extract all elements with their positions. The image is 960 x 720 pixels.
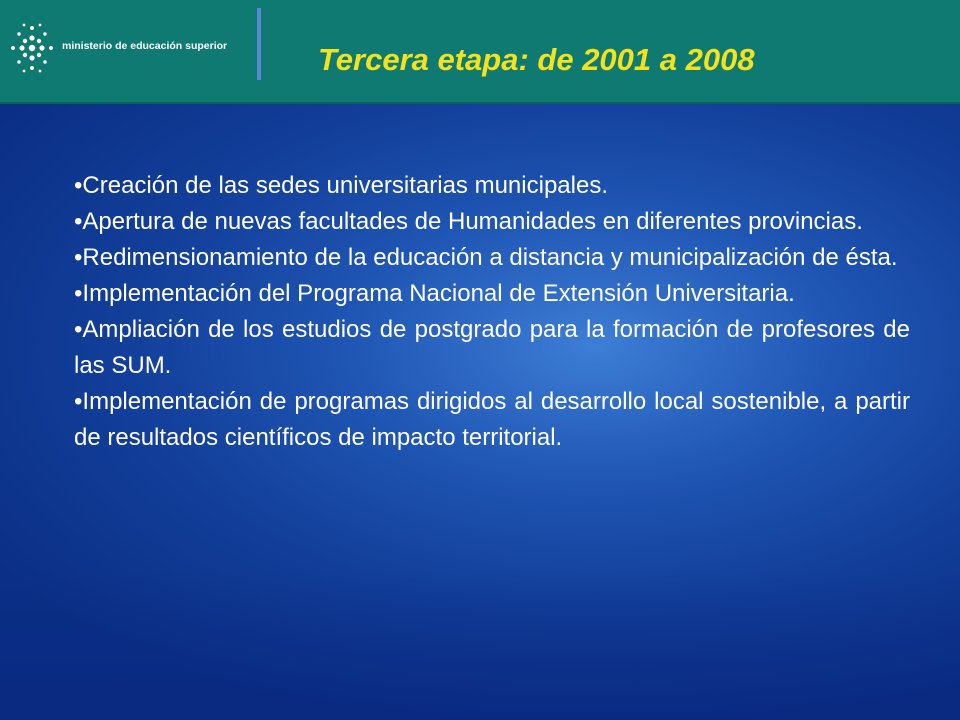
- ministry-logo: [10, 20, 250, 76]
- list-item: •Implementación de programas dirigidos al desarrollo local sostenible, a partir de resultados científicos de impacto territorial.: [74, 388, 910, 451]
- logo-text: ministerio de educación superior: [62, 40, 228, 52]
- list-item: •Apertura de nuevas facultades de Humanidades en diferentes provincias.: [74, 208, 863, 235]
- list-item: •Ampliación de los estudios de postgrado para la formación de profesores de las SUM.: [74, 316, 910, 379]
- bullet-list: [74, 168, 910, 456]
- list-item: •Redimensionamiento de la educación a distancia y municipalización de ésta.: [74, 244, 898, 271]
- list-item: •Creación de las sedes universitarias municipales.: [74, 172, 608, 199]
- dot-burst-icon: [10, 20, 60, 76]
- header-divider: [257, 8, 261, 80]
- list-item: •Implementación del Programa Nacional de Extensión Universitaria.: [74, 280, 795, 307]
- page-title: Tercera etapa: de 2001 a 2008: [318, 42, 755, 77]
- header-band: [0, 0, 960, 104]
